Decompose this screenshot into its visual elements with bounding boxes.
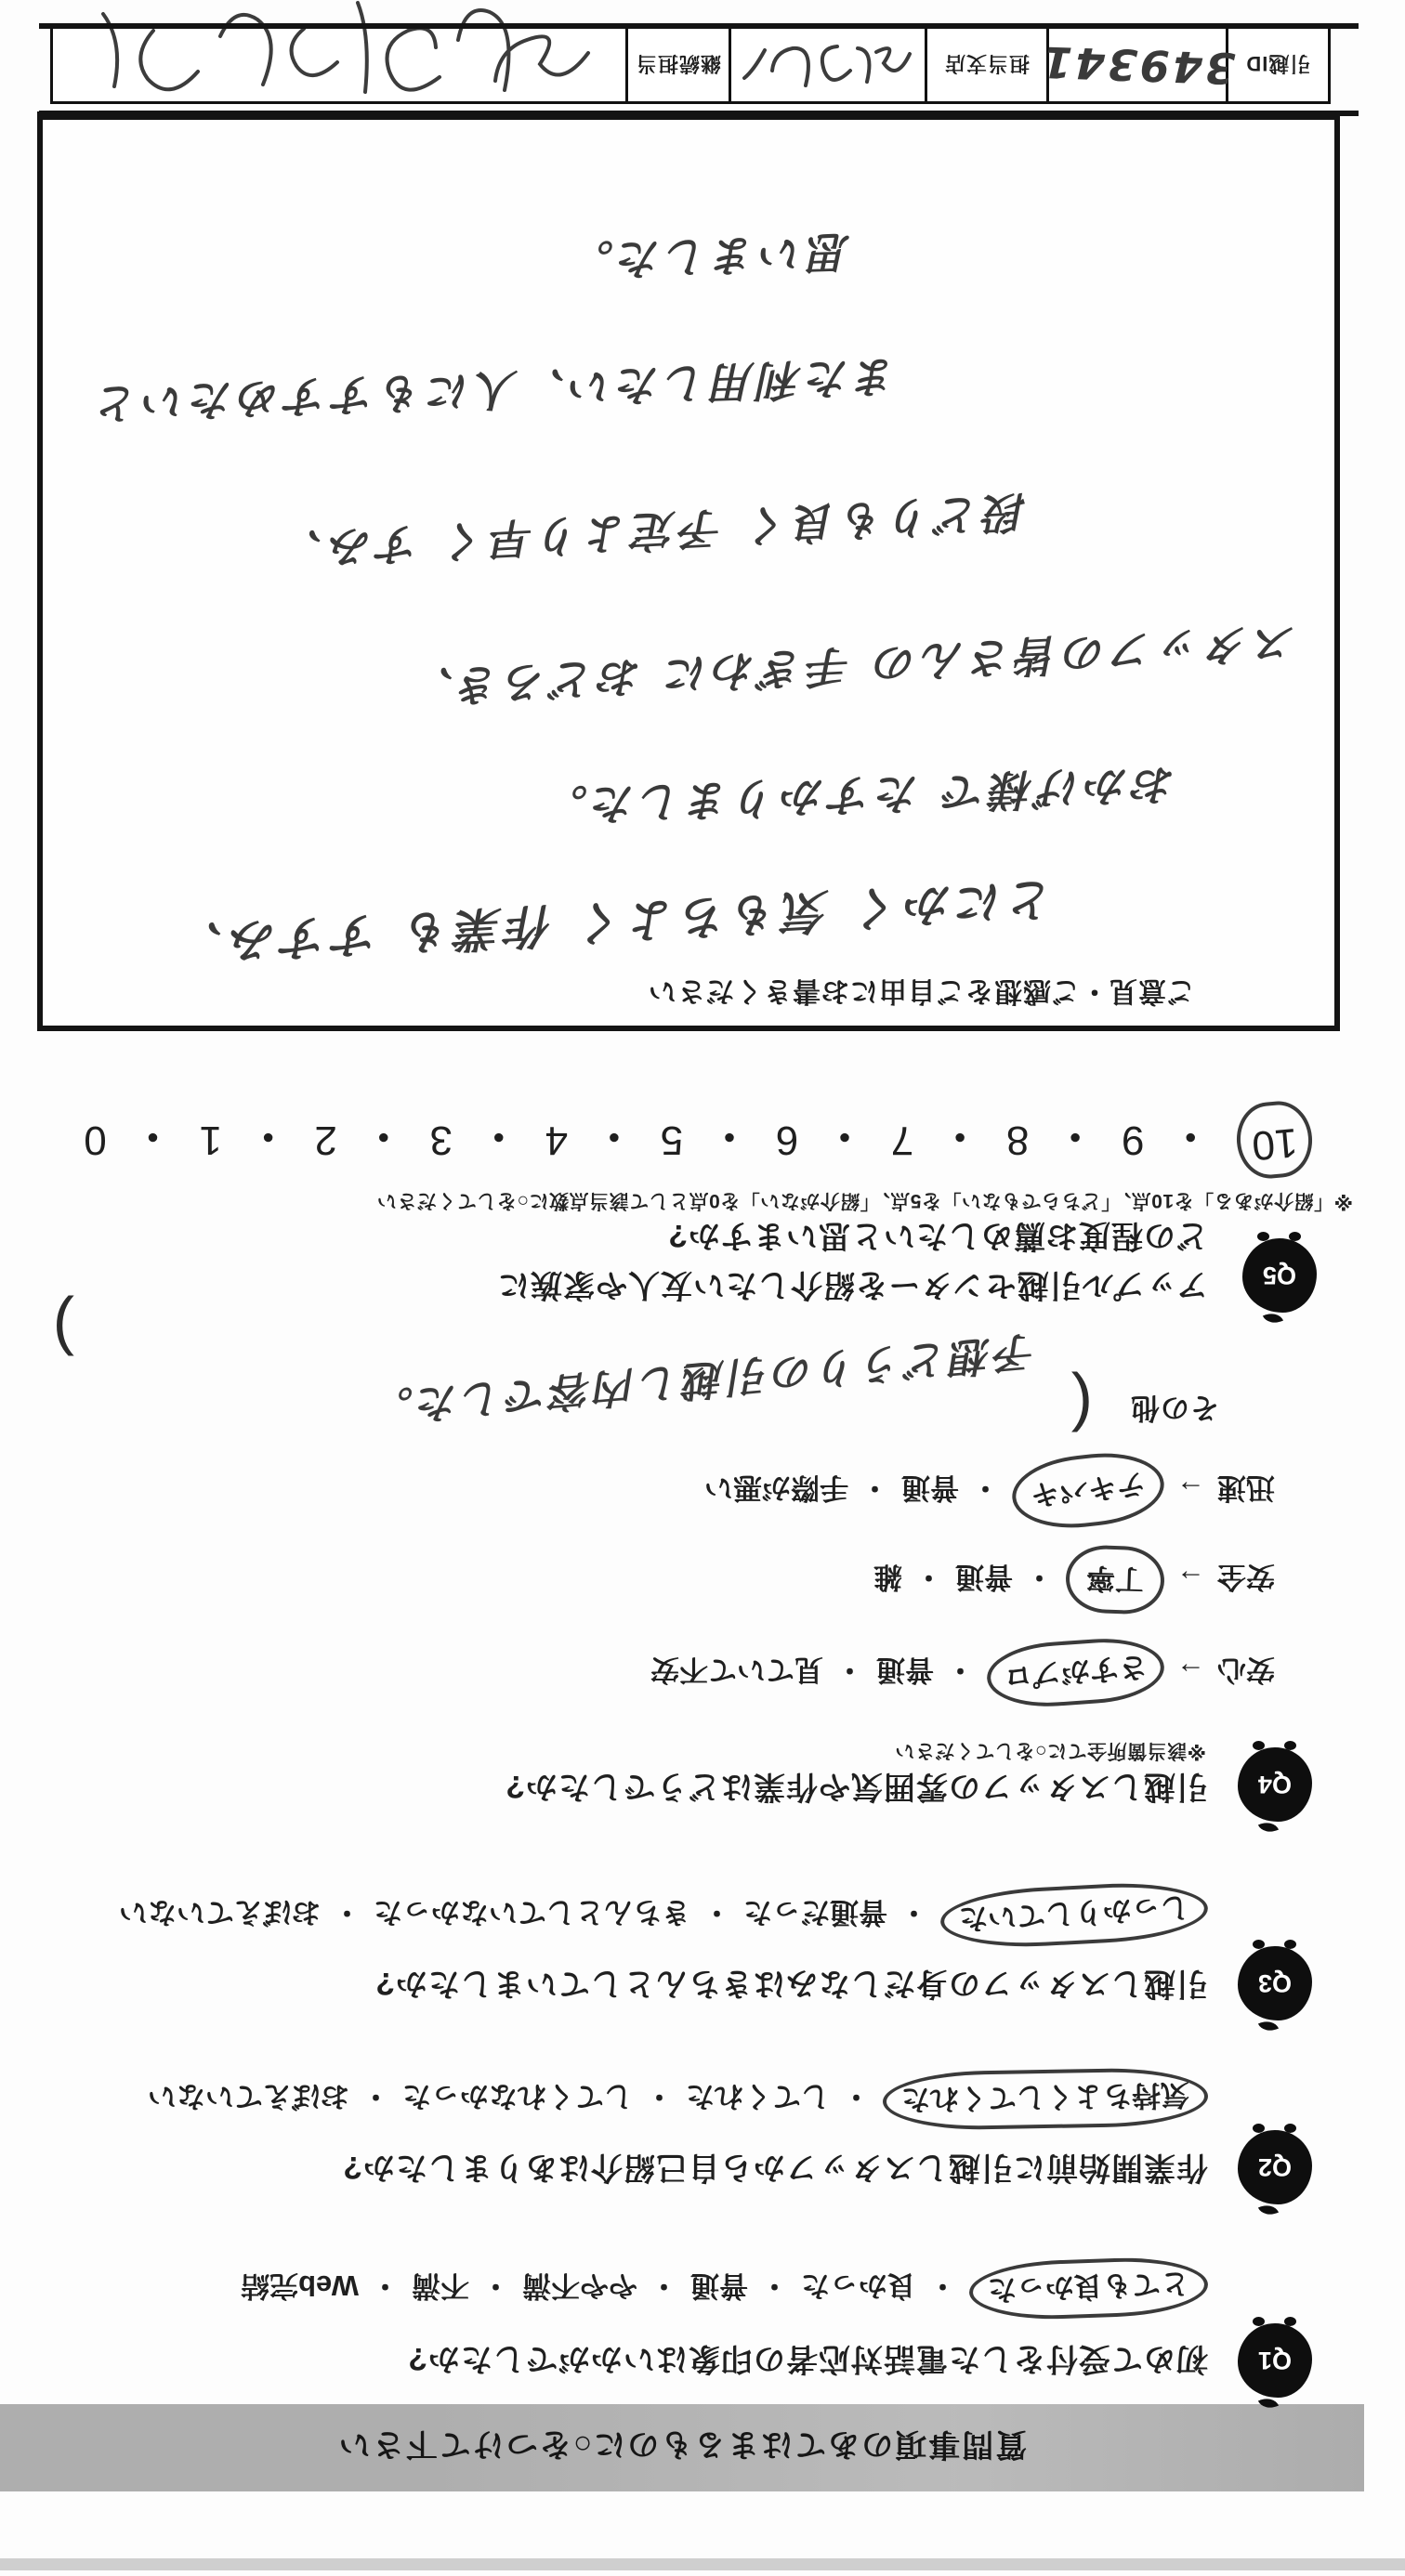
- q5-score-4: 4: [545, 1118, 569, 1163]
- scale-separator: ・: [247, 1113, 289, 1158]
- q4-anzen-option-2: 雑: [873, 1561, 902, 1593]
- footer-top-rule: [39, 111, 1359, 116]
- scale-separator: ・: [824, 1113, 866, 1158]
- q4-other-handwritten-text: 予想どうりの引越し内容でした。: [367, 1326, 1039, 1432]
- q4-other-paren-close: ): [52, 1295, 74, 1367]
- branch-label: 担当支店: [944, 52, 1031, 76]
- scale-separator: ・: [708, 1113, 750, 1158]
- q4-anshin-option-0: さすがプロ: [1002, 1650, 1149, 1693]
- q3-question: 引越しスタッフの身だしなみはきちんとしていましたか?: [374, 1966, 1208, 2001]
- q2-icon-label: Q2: [1257, 2153, 1293, 2182]
- option-separator: ・: [333, 1896, 361, 1929]
- q5-icon-label: Q5: [1262, 1262, 1297, 1290]
- q1-option-2: 普通: [690, 2269, 748, 2302]
- option-separator: ・: [860, 1471, 889, 1504]
- handwritten-comment-line: おかげ様で たすかりました。: [540, 759, 1177, 831]
- option-separator: ・: [914, 1561, 943, 1593]
- q4-jinsoku-option-0: テキパキ: [1029, 1467, 1148, 1512]
- q4-anshin-option-2: 見ていて不安: [650, 1654, 823, 1686]
- continuing-staff-label: 継続担当: [635, 52, 721, 76]
- q5-score-scale: [84, 1102, 1312, 1178]
- handwritten-comment-line: 段どりも良く 予定より早く すみ、: [274, 486, 1029, 577]
- comment-box-title: ご意見・ご感想をご自由にお書きください: [648, 975, 1195, 1006]
- q1-option-5: Web完結: [241, 2269, 359, 2302]
- option-separator: ・: [842, 2080, 871, 2112]
- q4-anshin-selected-circle: [985, 1634, 1166, 1710]
- handwritten-comment-line: スタッフの皆さんの 手ぎわに おどろき、: [405, 616, 1298, 714]
- q5-score-9: 9: [1121, 1118, 1145, 1163]
- option-separator: ・: [371, 2269, 400, 2302]
- option-separator: ・: [645, 2080, 674, 2112]
- q1-selected-circle: [968, 2256, 1209, 2322]
- q1-option-0: とても良かった: [987, 2267, 1190, 2307]
- option-separator: ・: [361, 2080, 390, 2112]
- q1-option-4: 不満: [412, 2269, 469, 2302]
- option-separator: ・: [650, 2269, 678, 2302]
- q5-score-3: 3: [429, 1118, 453, 1163]
- q2-icon: [1238, 2130, 1312, 2204]
- q4-question: 引越しスタッフの雰囲気や作業はどうでしたか?: [505, 1769, 1208, 1804]
- q1-icon-label: Q1: [1257, 2347, 1293, 2375]
- q5-score-0: 0: [84, 1118, 107, 1163]
- scan-edge-artifact: [0, 2558, 1405, 2570]
- q2-selected-circle: [882, 2067, 1208, 2131]
- q5-score-5: 5: [660, 1118, 684, 1163]
- handwritten-signature-scribble: [59, 0, 616, 109]
- q5-question-line2: どの程度お薦めしたいと思いますか?: [667, 1218, 1208, 1253]
- option-separator: ・: [702, 1896, 731, 1929]
- option-separator: ・: [946, 1654, 975, 1686]
- moving-id-handwritten-value: 349341: [1038, 36, 1236, 94]
- q5-note: ※「紹介がある」を10点、「どちらでもない」を5点、「紹介がない」を0点として該当点数に○をしてください: [376, 1190, 1353, 1211]
- q5-score-1: 1: [199, 1118, 222, 1163]
- q4-note: ※該当箇所全てに○をしてください: [894, 1740, 1206, 1761]
- footer-staff-label-cell: [625, 29, 728, 101]
- footer-id-table: [50, 26, 1331, 104]
- q3-option-0: しっかりしていた: [958, 1890, 1190, 1936]
- handwritten-comment-line: また利用したい、人にもすすめたいと: [90, 350, 899, 430]
- scale-separator: ・: [362, 1113, 404, 1158]
- option-separator: ・: [481, 2269, 510, 2302]
- q2-options: [148, 2070, 1208, 2128]
- q4-icon: [1238, 1747, 1312, 1822]
- option-separator: ・: [1025, 1561, 1054, 1593]
- q4-anshin-option-1: 普通: [876, 1654, 934, 1686]
- arrow-icon: →: [1176, 1474, 1205, 1508]
- option-separator: ・: [899, 1896, 928, 1929]
- q5-score-10: 10: [1250, 1118, 1300, 1170]
- q4-row-jinsoku-label: 迅速: [1217, 1471, 1275, 1504]
- arrow-icon: →: [1176, 1656, 1205, 1690]
- q3-option-2: きちんとしていなかった: [374, 1896, 690, 1929]
- q4-icon-label: Q4: [1257, 1771, 1293, 1799]
- scale-separator: ・: [478, 1113, 519, 1158]
- option-separator: ・: [971, 1471, 1000, 1504]
- arrow-icon: →: [1176, 1563, 1205, 1597]
- moving-id-label: 引越ID: [1245, 52, 1311, 76]
- q4-other-label: その他: [1130, 1392, 1219, 1424]
- q2-option-1: してくれた: [686, 2080, 830, 2112]
- q4-row-anshin: [650, 1641, 1275, 1705]
- q4-row-anzen: [873, 1546, 1275, 1614]
- footer-id-value-cell: [1038, 29, 1236, 101]
- handwritten-comment-line: とにかく 気もちよく 作業も すすみ、: [171, 871, 1057, 972]
- q4-row-jinsoku: [704, 1455, 1275, 1526]
- scale-separator: ・: [593, 1113, 635, 1158]
- q3-option-3: おぼえていない: [119, 1896, 321, 1929]
- q5-score-2: 2: [314, 1118, 337, 1163]
- q5-question-line1: アップル引越センターを紹介したい友人や家族に: [497, 1267, 1208, 1302]
- instruction-banner-text: 質問事項のあてはまるものに○をつけて下さい: [336, 2426, 1028, 2463]
- q4-jinsoku-selected-circle: [1008, 1447, 1167, 1535]
- scale-separator: ・: [1055, 1113, 1096, 1158]
- option-separator: ・: [835, 1654, 864, 1686]
- q4-anzen-option-1: 普通: [955, 1561, 1013, 1593]
- instruction-banner: [0, 2404, 1364, 2491]
- q5-score-8: 8: [1005, 1118, 1030, 1163]
- q1-option-3: やや不満: [522, 2269, 637, 2302]
- option-separator: ・: [760, 2269, 789, 2302]
- scale-separator: ・: [132, 1113, 174, 1158]
- q1-option-1: 良かった: [801, 2269, 916, 2302]
- scale-separator: ・: [939, 1113, 981, 1158]
- option-separator: ・: [928, 2269, 957, 2302]
- footer-bottom-rule: [39, 23, 1359, 29]
- q2-question: 作業開始前に引越しスタッフから自己紹介はありましたか?: [342, 2150, 1208, 2185]
- q5-selected-circle: [1234, 1099, 1316, 1182]
- q5-score-7: 7: [890, 1118, 914, 1163]
- q4-jinsoku-option-2: 手際が悪い: [704, 1471, 848, 1504]
- q3-option-1: 普通だった: [743, 1896, 887, 1929]
- q1-options: [241, 2259, 1208, 2318]
- handwritten-comment-line: 思いました。: [566, 226, 852, 287]
- q4-row-anzen-label: 安全: [1217, 1561, 1275, 1593]
- q3-icon-label: Q3: [1257, 1969, 1293, 1998]
- comment-box: [37, 111, 1340, 1031]
- q2-option-0: 気持ちよくしてくれた: [900, 2078, 1190, 2116]
- q4-jinsoku-option-1: 普通: [901, 1471, 959, 1504]
- handwritten-branch-scribble: [735, 32, 921, 98]
- footer-branch-label-cell: [925, 29, 1045, 101]
- q1-icon: [1238, 2323, 1312, 2398]
- q4-other-paren-open: (: [1070, 1371, 1093, 1444]
- footer-id-label-cell: [1226, 29, 1328, 101]
- q3-selected-circle: [939, 1879, 1210, 1952]
- q4-anzen-option-0: 丁寧: [1085, 1561, 1145, 1597]
- scale-separator: ・: [1170, 1113, 1212, 1158]
- q2-option-2: してくれなかった: [402, 2080, 633, 2112]
- q3-icon: [1238, 1946, 1312, 2020]
- q1-question: 初めて受付をした電話対応者の印象はいかがでしたか?: [407, 2341, 1208, 2376]
- footer-branch-value-cell: [729, 29, 926, 101]
- q4-row-anshin-label: 安心: [1217, 1654, 1275, 1686]
- footer-staff-signature-cell: [53, 29, 625, 101]
- q5-score-6: 6: [775, 1118, 799, 1163]
- q4-anzen-selected-circle: [1065, 1544, 1165, 1615]
- q5-icon: [1242, 1238, 1317, 1313]
- q2-option-3: おぼえていない: [148, 2080, 349, 2112]
- q3-options: [119, 1886, 1208, 1944]
